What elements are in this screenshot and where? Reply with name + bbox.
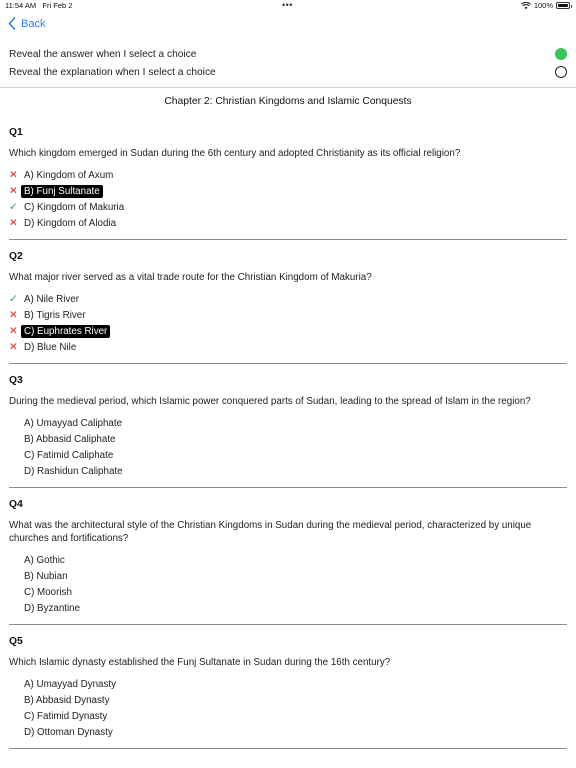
choice-text: A) Kingdom of Axum	[24, 169, 114, 181]
wrong-x-icon: ✕	[9, 217, 18, 229]
selected-choice-text: C) Euphrates River	[21, 325, 110, 338]
status-bar	[0, 0, 576, 12]
answer-choice[interactable]	[9, 215, 567, 231]
wrong-x-icon: ✕	[9, 341, 18, 353]
answer-choice[interactable]	[9, 568, 567, 584]
question-number: Q5	[9, 636, 23, 647]
answer-choice[interactable]	[9, 584, 567, 600]
answer-choice[interactable]	[9, 600, 567, 616]
answer-choice[interactable]	[9, 323, 567, 339]
answer-choice[interactable]	[9, 708, 567, 724]
question-text: Which Islamic dynasty established the Funj Sultanate in Sudan during the 16th century?	[9, 657, 391, 668]
answer-choice[interactable]	[9, 692, 567, 708]
choice-text: B) Abbasid Dynasty	[24, 694, 110, 706]
question-block	[9, 116, 567, 240]
question-number: Q3	[9, 375, 23, 386]
answer-choice[interactable]	[9, 552, 567, 568]
divider	[0, 87, 576, 88]
question-text: What major river served as a vital trade route for the Christian Kingdom of Makuria?	[9, 272, 372, 283]
back-button[interactable]	[8, 17, 45, 30]
choice-text: D) Blue Nile	[24, 341, 77, 353]
chevron-left-icon	[8, 17, 16, 30]
choice-text: D) Rashidun Caliphate	[24, 465, 123, 477]
status-indicators	[521, 1, 570, 10]
question-text: During the medieval period, which Islamic power conquered parts of Sudan, leading to the spread of Islam in the region?	[9, 396, 531, 407]
answer-choice[interactable]	[9, 463, 567, 479]
correct-check-icon: ✓	[9, 201, 18, 213]
question-block	[9, 364, 567, 488]
question-block	[9, 625, 567, 749]
choice-text: C) Kingdom of Makuria	[24, 201, 125, 213]
choice-text: C) Fatimid Dynasty	[24, 710, 108, 722]
answer-choice[interactable]	[9, 167, 567, 183]
question-number: Q1	[9, 127, 23, 138]
correct-check-icon: ✓	[9, 293, 18, 305]
chapter-title: Chapter 2: Christian Kingdoms and Islamic Conquests	[164, 96, 412, 107]
battery-percent: 100%	[533, 1, 553, 10]
choice-text: A) Nile River	[24, 293, 79, 305]
wrong-x-icon: ✕	[9, 309, 18, 321]
choice-text: B) Abbasid Caliphate	[24, 433, 116, 445]
answer-choice[interactable]	[9, 447, 567, 463]
reveal-explanation-toggle[interactable]	[555, 66, 567, 78]
reveal-answer-setting	[9, 46, 567, 62]
question-text: What was the architectural style of the Christian Kingdoms in Sudan during the medieval period, characterized by unique churches and fortifications?	[9, 520, 532, 544]
wrong-x-icon: ✕	[9, 169, 18, 181]
answer-choice[interactable]	[9, 339, 567, 355]
question-block	[9, 240, 567, 364]
answer-choice[interactable]	[9, 183, 567, 199]
question-number: Q4	[9, 499, 23, 510]
wrong-x-icon: ✕	[9, 185, 18, 197]
answer-choice[interactable]	[9, 307, 567, 323]
multitasking-dots[interactable]: •••	[282, 0, 293, 10]
selected-choice-text: B) Funj Sultanate	[21, 185, 103, 198]
question-number: Q2	[9, 251, 23, 262]
choice-text: D) Byzantine	[24, 602, 81, 614]
answer-choice[interactable]	[9, 199, 567, 215]
answer-choice[interactable]	[9, 415, 567, 431]
question-list	[9, 116, 567, 749]
battery-icon	[556, 2, 570, 9]
choice-text: B) Tigris River	[24, 309, 86, 321]
wrong-x-icon: ✕	[9, 325, 18, 337]
answer-choice[interactable]	[9, 431, 567, 447]
choice-text: C) Moorish	[24, 586, 72, 598]
choice-text: B) Nubian	[24, 570, 68, 582]
choice-text: C) Fatimid Caliphate	[24, 449, 114, 461]
choice-text: A) Umayyad Caliphate	[24, 417, 123, 429]
choice-text: D) Kingdom of Alodia	[24, 217, 117, 229]
wifi-icon	[521, 2, 531, 10]
answer-choice[interactable]	[9, 291, 567, 307]
reveal-answer-toggle[interactable]	[555, 48, 567, 60]
answer-choice[interactable]	[9, 676, 567, 692]
reveal-explanation-setting	[9, 64, 567, 80]
reveal-explanation-label: Reveal the explanation when I select a choice	[9, 66, 216, 78]
question-block	[9, 488, 567, 625]
choice-text: D) Ottoman Dynasty	[24, 726, 113, 738]
choice-text: A) Gothic	[24, 554, 65, 566]
status-time-date: 11:54 AM Fri Feb 2	[5, 1, 73, 10]
question-text: Which kingdom emerged in Sudan during the 6th century and adopted Christianity as its official religion?	[9, 148, 461, 159]
answer-choice[interactable]	[9, 724, 567, 740]
reveal-answer-label: Reveal the answer when I select a choice	[9, 48, 197, 60]
choice-text: A) Umayyad Dynasty	[24, 678, 117, 690]
back-label: Back	[21, 17, 46, 30]
